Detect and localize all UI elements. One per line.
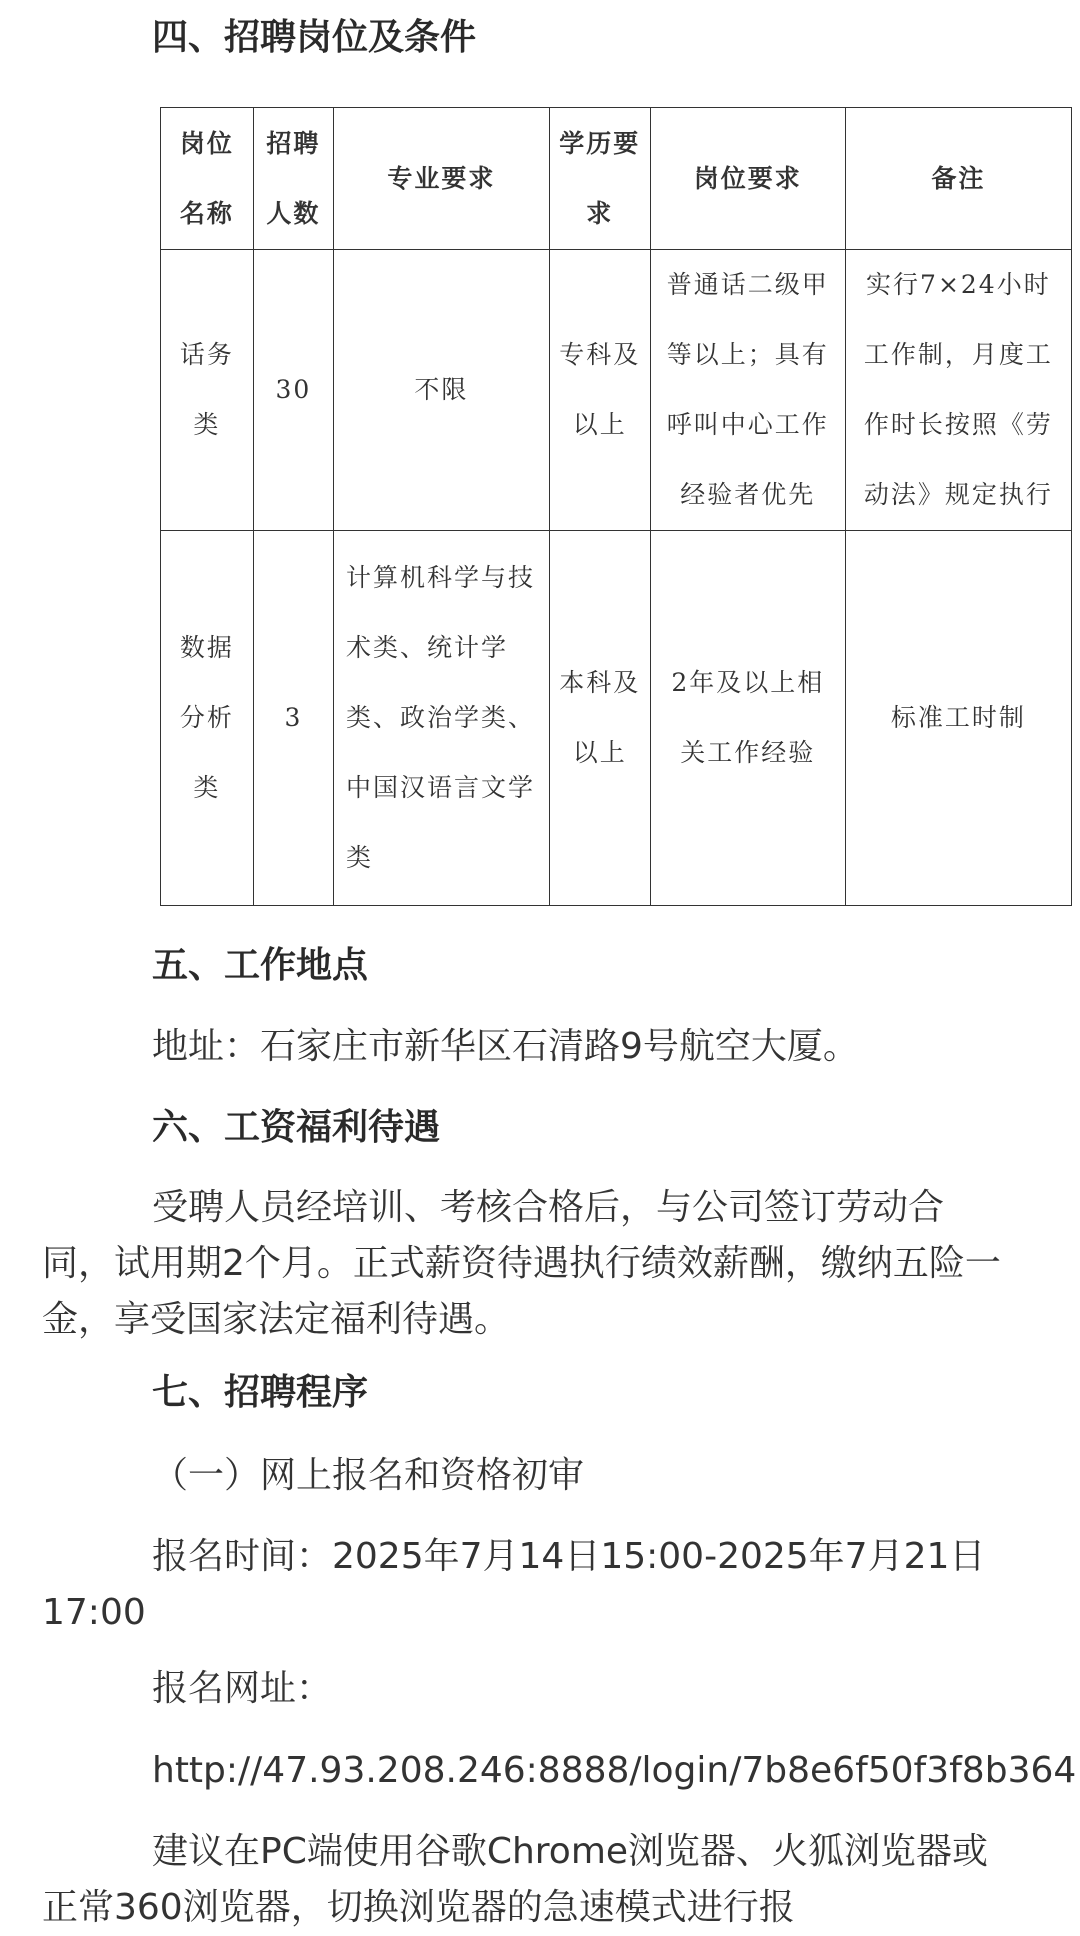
cell-headcount: 30 — [253, 250, 333, 531]
cell-remarks: 标准工时制 — [845, 531, 1071, 906]
section-7-title: 七、招聘程序 — [152, 1372, 369, 1413]
cell-major: 计算机科学与技术类、统计学类、政治学类、中国汉语言文学类 — [334, 531, 550, 906]
table-row — [161, 531, 1072, 906]
registration-url-label: 报名网址： — [152, 1668, 333, 1709]
cell-remarks: 实行7×24小时工作制，月度工作时长按照《劳动法》规定执行 — [845, 250, 1071, 531]
browser-recommendation: 建议在PC端使用谷歌Chrome浏览器、火狐浏览器或正常360浏览器，切换浏览器的急速模式进行报 — [42, 1831, 989, 1928]
cell-position-name: 数据分析类 — [161, 531, 254, 906]
cell-education: 专科及以上 — [549, 250, 650, 531]
cell-headcount: 3 — [253, 531, 333, 906]
salary-benefits-text: 受聘人员经培训、考核合格后，与公司签订劳动合同，试用期2个月。正式薪资待遇执行绩效薪酬，缴纳五险一金，享受国家法定福利待遇。 — [42, 1187, 1001, 1340]
cell-education: 本科及以上 — [549, 531, 650, 906]
section-6-title: 六、工资福利待遇 — [152, 1107, 441, 1148]
cell-major: 不限 — [334, 250, 550, 531]
header-remarks: 备注 — [845, 108, 1071, 250]
registration-url-link[interactable]: http://47.93.208.246:8888/login/7b8e6f50f3f8b364 — [152, 1750, 1077, 1791]
cell-job-requirements: 2年及以上相关工作经验 — [650, 531, 845, 906]
job-table — [160, 107, 1072, 906]
table-row — [161, 250, 1072, 531]
header-position-name: 岗位名称 — [161, 108, 254, 250]
work-address: 地址：石家庄市新华区石清路9号航空大厦。 — [152, 1026, 859, 1067]
header-headcount: 招聘人数 — [253, 108, 333, 250]
header-major: 专业要求 — [334, 108, 550, 250]
header-job-requirements: 岗位要求 — [650, 108, 845, 250]
cell-position-name: 话务类 — [161, 250, 254, 531]
table-header-row — [161, 108, 1072, 250]
section-5-title: 五、工作地点 — [152, 945, 369, 986]
header-education: 学历要求 — [549, 108, 650, 250]
cell-job-requirements: 普通话二级甲等以上；具有呼叫中心工作经验者优先 — [650, 250, 845, 531]
registration-time: 报名时间：2025年7月14日15:00-2025年7月21日17:00 — [42, 1536, 986, 1633]
section-4-title: 四、招聘岗位及条件 — [152, 17, 477, 58]
subsection-online-registration: （一）网上报名和资格初审 — [152, 1455, 585, 1496]
